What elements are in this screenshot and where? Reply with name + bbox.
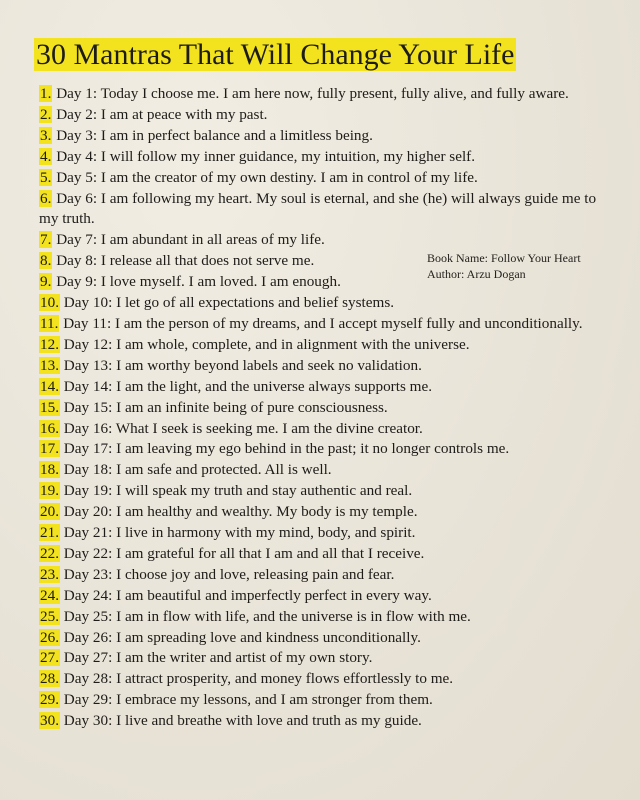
item-text: Day 30: I live and breathe with love and truth as my guide. [63,712,422,730]
list-item [39,669,609,690]
list-item [39,628,609,649]
list-item [39,439,609,460]
item-number: 20. [40,503,59,521]
item-text: Day 18: I am safe and protected. All is well. [63,461,332,479]
item-number: 23. [40,565,59,583]
item-text: Day 24: I am beautiful and imperfectly perfect in every way. [63,586,432,604]
item-number: 19. [40,482,59,500]
item-number: 22. [40,544,59,562]
item-text: Day 15: I am an infinite being of pure consciousness. [63,398,388,416]
item-number: 14. [40,377,59,395]
item-number: 10. [40,294,59,312]
item-text: Day 22: I am grateful for all that I am and all that I receive. [63,544,425,562]
list-item [39,481,609,502]
item-text: Day 8: I release all that does not serve me. [56,252,315,270]
list-item [39,251,419,272]
list-item [39,293,609,314]
item-number: 25. [40,607,59,625]
item-number: 21. [40,524,59,542]
list-item [39,126,609,147]
book-author: Author: Arzu Dogan [427,267,526,281]
item-number: 30. [40,712,59,730]
title-highlight: 30 Mantras That Will Change Your Life [36,38,515,71]
item-number: 13. [40,356,59,374]
list-item [39,377,609,398]
item-number: 11. [40,314,59,332]
item-number: 28. [40,670,59,688]
item-text: Day 16: What I seek is seeking me. I am the divine creator. [63,419,423,437]
item-number: 2. [40,105,52,123]
item-number: 18. [40,461,59,479]
item-text: Day 13: I am worthy beyond labels and seek no validation. [63,356,422,374]
item-number: 4. [40,147,52,165]
item-text: Day 11: I am the person of my dreams, and I accept myself fully and unconditionally. [63,314,583,332]
item-number: 3. [40,126,52,144]
list-item [39,356,609,377]
item-text: Day 12: I am whole, complete, and in alignment with the universe. [63,335,470,353]
item-text: Day 3: I am in perfect balance and a limitless being. [56,126,373,144]
list-item [39,460,609,481]
item-text: Day 28: I attract prosperity, and money flows effortlessly to me. [63,670,454,688]
item-number: 27. [40,649,59,667]
book-name: Book Name: Follow Your Heart [427,251,581,265]
item-text: Day 9: I love myself. I am loved. I am enough. [56,273,341,291]
list-item [39,147,609,168]
list-item [39,607,609,628]
mantra-list [39,84,609,732]
item-number: 7. [40,231,52,249]
item-text: Day 26: I am spreading love and kindness unconditionally. [63,628,421,646]
item-number: 16. [40,419,59,437]
item-number: 5. [40,168,52,186]
item-text: Day 10: I let go of all expectations and belief systems. [63,294,395,312]
item-number: 29. [40,691,59,709]
list-item [39,544,609,565]
item-number: 26. [40,628,59,646]
item-number: 8. [40,252,52,270]
item-text: Day 23: I choose joy and love, releasing pain and fear. [63,565,395,583]
item-text: Day 14: I am the light, and the universe always supports me. [63,377,432,395]
item-number: 9. [40,273,52,291]
list-item [39,711,609,732]
item-text: Day 27: I am the writer and artist of my own story. [63,649,373,667]
item-text: Day 1: Today I choose me. I am here now, fully present, fully alive, and fully aware. [56,85,569,102]
list-item [39,168,609,189]
item-text: Day 19: I will speak my truth and stay authentic and real. [63,482,413,500]
list-item [39,502,609,523]
list-item [39,105,609,126]
list-item [39,398,609,419]
list-item [39,314,609,335]
page-title [34,37,516,73]
list-item [39,230,419,251]
item-text: Day 7: I am abundant in all areas of my life. [56,231,325,249]
list-item [39,419,609,440]
list-item [39,84,609,105]
item-text: Day 2: I am at peace with my past. [56,105,268,123]
item-number: 17. [40,440,59,458]
item-number: 6. [40,189,52,207]
item-text: Day 4: I will follow my inner guidance, my intuition, my higher self. [56,147,476,165]
list-item [39,690,609,711]
list-item [39,565,609,586]
item-number: 24. [40,586,59,604]
item-number: 15. [40,398,59,416]
list-item [39,586,609,607]
item-number: 1. [40,85,52,102]
item-text: Day 21: I live in harmony with my mind, body, and spirit. [63,524,416,542]
list-item [39,523,609,544]
item-text: Day 29: I embrace my lessons, and I am stronger from them. [63,691,433,709]
item-text: Day 17: I am leaving my ego behind in the past; it no longer controls me. [63,440,510,458]
list-item [39,272,609,293]
item-text: Day 6: I am following my heart. My soul is eternal, and she (he) will always guide me to my truth. [39,189,597,228]
list-item [39,335,609,356]
list-item [39,189,609,231]
item-text: Day 5: I am the creator of my own destiny. I am in control of my life. [56,168,478,186]
item-text: Day 25: I am in flow with life, and the universe is in flow with me. [63,607,471,625]
item-text: Day 20: I am healthy and wealthy. My body is my temple. [63,503,418,521]
item-number: 12. [40,335,59,353]
list-item [39,648,609,669]
